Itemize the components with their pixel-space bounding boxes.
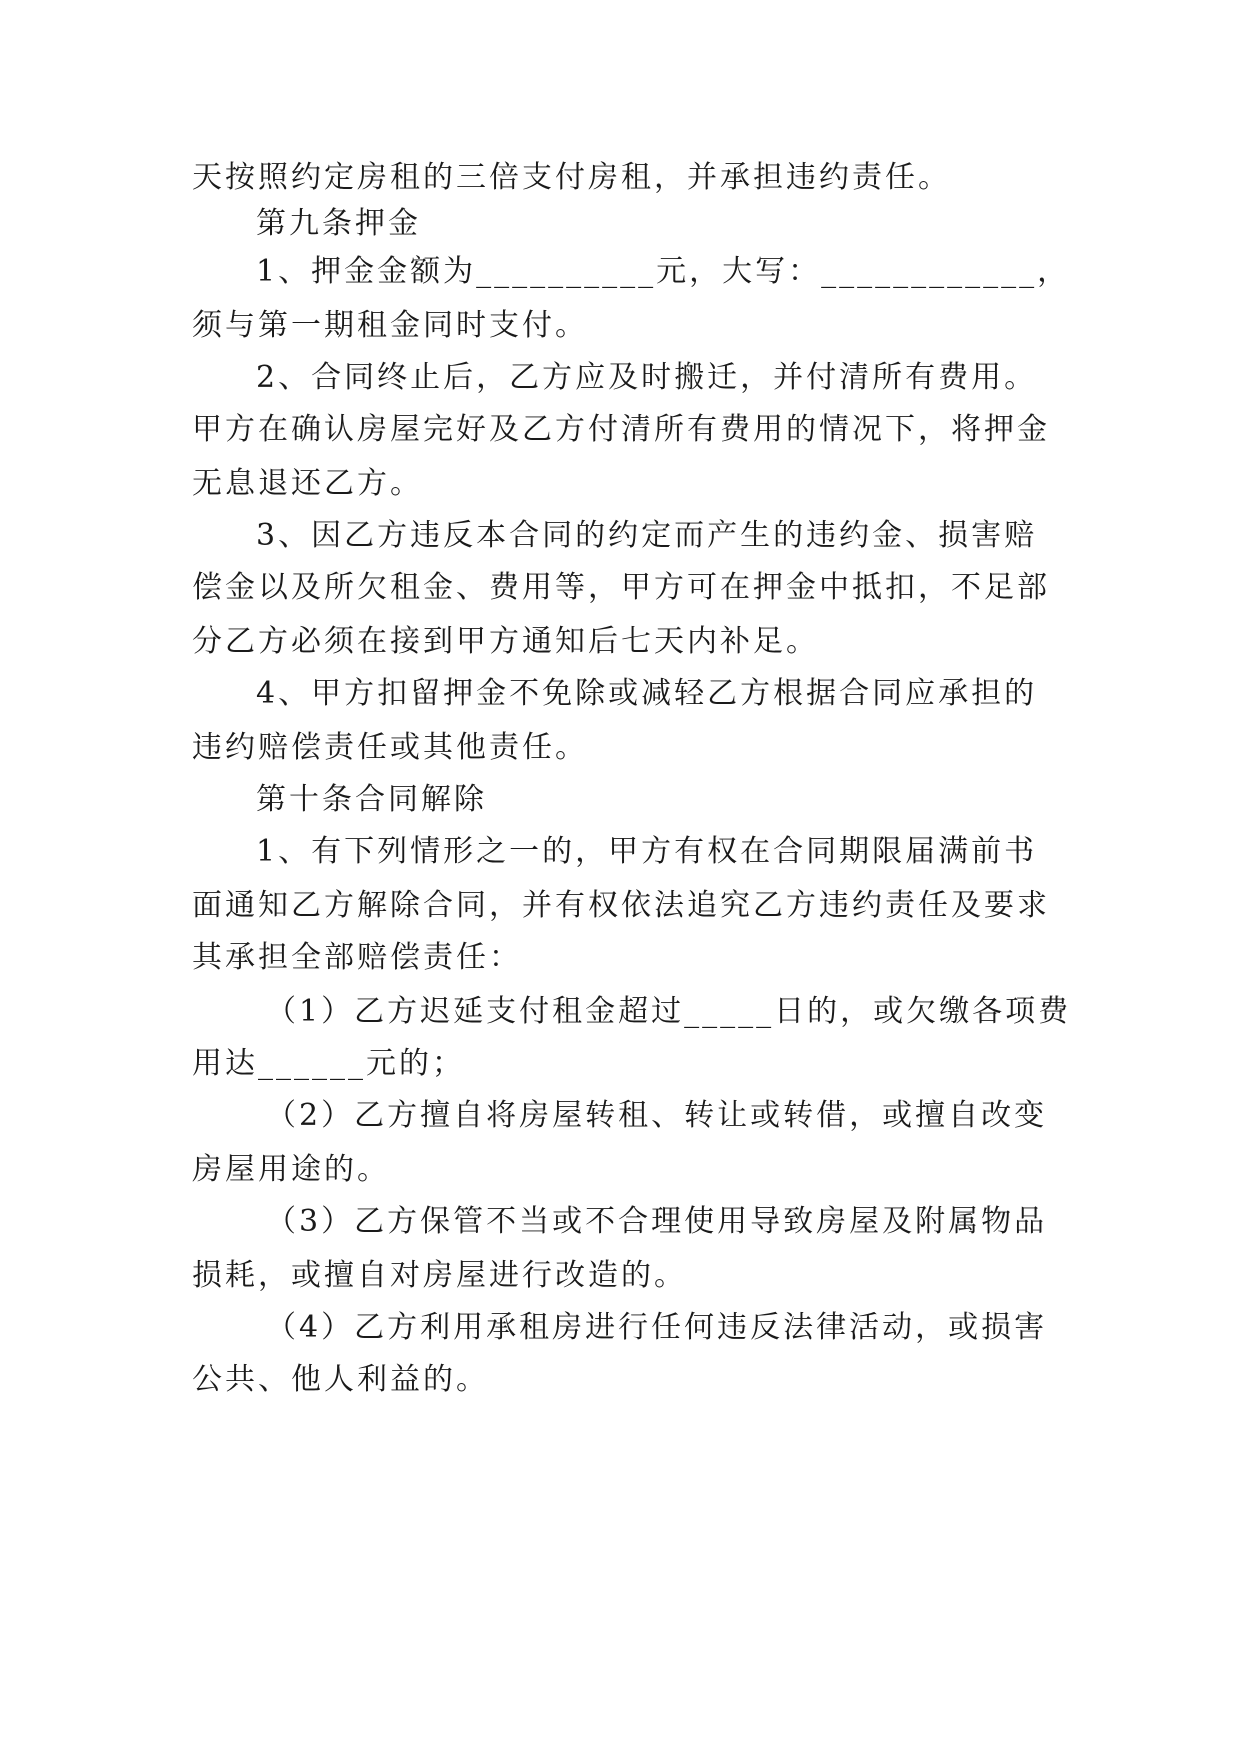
section-heading-termination: 第十条合同解除: [256, 782, 487, 817]
text-line: 4、甲方扣留押金不免除或减轻乙方根据合同应承担的: [256, 676, 1038, 711]
text-line: 偿金以及所欠租金、费用等，甲方可在押金中抵扣，不足部: [192, 570, 1050, 605]
text-line: （3）乙方保管不当或不合理使用导致房屋及附属物品: [266, 1204, 1048, 1239]
text-line: 1、有下列情形之一的，甲方有权在合同期限届满前书: [256, 834, 1038, 869]
text-line: 天按照约定房租的三倍支付房租，并承担违约责任。: [192, 160, 951, 195]
text-line: 甲方在确认房屋完好及乙方付清所有费用的情况下，将押金: [192, 412, 1050, 447]
text-line: 其承担全部赔偿责任：: [192, 940, 522, 975]
text-line: 无息退还乙方。: [192, 466, 423, 501]
text-line: 1、押金金额为__________元，大写：____________，: [256, 254, 1071, 289]
text-line: 面通知乙方解除合同，并有权依法追究乙方违约责任及要求: [192, 888, 1050, 923]
text-line: 公共、他人利益的。: [192, 1362, 489, 1397]
text-line: （1）乙方迟延支付租金超过_____日的，或欠缴各项费: [266, 994, 1072, 1029]
text-line: （2）乙方擅自将房屋转租、转让或转借，或擅自改变: [266, 1098, 1048, 1133]
text-line: 损耗，或擅自对房屋进行改造的。: [192, 1258, 687, 1293]
section-heading-deposit: 第九条押金: [256, 206, 421, 241]
text-line: 房屋用途的。: [192, 1152, 390, 1187]
text-line: 分乙方必须在接到甲方通知后七天内补足。: [192, 624, 819, 659]
text-line: 3、因乙方违反本合同的约定而产生的违约金、损害赔: [256, 518, 1038, 553]
text-line: 须与第一期租金同时支付。: [192, 308, 588, 343]
text-line: （4）乙方利用承租房进行任何违反法律活动，或损害: [266, 1310, 1048, 1345]
text-line: 用达______元的；: [192, 1046, 465, 1081]
text-line: 违约赔偿责任或其他责任。: [192, 730, 588, 765]
text-line: 2、合同终止后，乙方应及时搬迁，并付清所有费用。: [256, 360, 1038, 395]
